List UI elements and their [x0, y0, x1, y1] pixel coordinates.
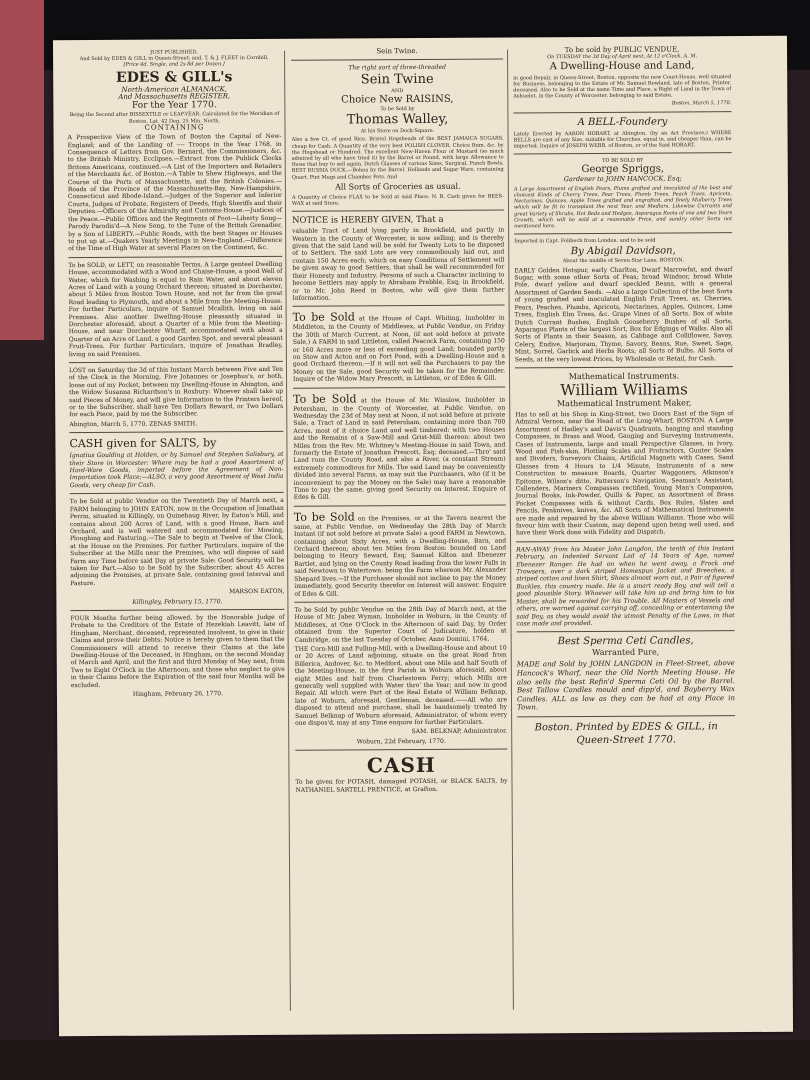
sold3-heading: To be Sold: [293, 510, 355, 524]
ad-lost-sign: Abington, March 5, 1770. ZENAS SMITH.: [69, 420, 198, 429]
sold3-body: on the Premises, or at the Tavern nearest the same, at Public Vendue, on Wednesday the 28th Day of March Instant (if not sold before at private Sale) a good FARM in Newtown, containing about Sixty Acres, with a Dwelling-House, Barn, and Orchard thereon; about ten Miles from Boston: bounded on Land belonging to Henry Seward, Esq; Samuel Kilton and Ebenezer Bartlet, and lying on the County Road leading from the lower Falls in said Newtown to Watertown: being the Farm whereon Mr. Alexander Shepard lives.—If the Purchaser should not incline to pay the Money immediately, good Security therefor on Interest will answer. Enquire of Edes & Gill.: [293, 514, 507, 598]
twine-tobesold: To be Sold by: [380, 106, 415, 113]
twine-sub: The right sort of three-threaded: [348, 64, 446, 72]
almanack-containing: CONTAINING: [144, 123, 205, 132]
ad-four-months: FOUR Months further being allowed, by the Honorable Judge of Probate to the Creditors of the Estate of Hezekiah Leavitt, late of Hingham, Merchant, deceased, represented insolvent, to give in their Claims and prove their Debts: Notice is hereby given to them that the Commissioners will attend to receive their Claims at the late Dwelling-House of the Deceased, in Hingham, on the second Monday of March and April, and the first and third Monday of May next, from Two to Eight O'Clock in the Afternoon; and those who neglect to give in their Claims before the Expiration of the said four Months will be excluded.: [70, 613, 285, 689]
divider: [293, 386, 505, 388]
twine-seller: Thomas Walley,: [346, 112, 449, 128]
davidson-body: EARLY Golden Hotspur, early Charlton, Dwarf Marrowfat, and dwarf Sugar, with some other Sorts of Peas; broad Windsor, broad White Pole, dwarf yellow and dwarf speckled Beans, with a general Assortment of Garden Seeds. —Also a large Collection of the best Sorts of young grafted and inoculated English Fruit Trees, as, Cherries, Pears, Peaches, Plumbs, Apricots, Nectarines, Apples, Quinces, Lime Trees, English Elm Trees, &c. Grape Vines of all Sorts. Box of white Dutch Currant Bushes, English Gooseberry Bushes of all Sorts, Asparagus Plants of the largest Sort, Box for Edgings of Walks. Also all Sorts of Plants in their Season, as Cabbage and Colliflower, Savoy, Celery, Endive, Marjoram, Thyme, Savory, Beans, Rue, Sweet, Sage, Mint, Sorrel, Garlick and Herbs Roots; all Sorts of Bulbs. All Sorts of Seeds, at the very lowest Prices, by Wholesale or Retail, for Cash.: [514, 265, 733, 363]
vendue-top: To be sold by PUBLIC VENDUE,: [564, 45, 680, 55]
divider: [514, 232, 732, 234]
divider: [294, 504, 506, 506]
williams-body: Has to sell at his Shop in King-Street, two Doors East of the Sign of Admiral Vernon, near the Head of the Long-Wharf, BOSTON. A Large Assortment of Hadley's and Davis's Quadrants, hanging and standing Compasses, in Brass and Wood, Gauging and Surveying Instruments, Cases of Instruments, large and small Perspective Glasses, in Ivory, Wood and Fish-skin, Plotting Scales and Protractors, Gunter Scales and Dividers, Surveyors Chains, Artificial Magnets with Cases, Sand Glasses from 4 Hours to 1/4 Minute, Instruments of a new Construction to measure Boards, Quarter Waggoners, Atkinson's Epitome, Wilson's ditto, Patterson's Navigation, Seaman's Assistant, Callenders, Mariners Compasses rectified, Young Man's Companion, Journal Books, Ink-Powder, Quills & Paper, an Assortment of Brass Pocket Compasses with & without Cards, Box Rules, Slates and Pencils, Penknives, knives, &c. All Sorts of Mathematical Instruments are made and repaired by the above William Williams. Those who will favour him with their Custom, may depend upon being well used, and have their Work done with Fidelity and Dispatch.: [515, 410, 734, 537]
divider: [517, 715, 735, 717]
divider: [69, 431, 283, 433]
column-rule: [284, 51, 291, 1011]
davidson-name: By Abigail Davidson,: [570, 245, 676, 258]
twine-where: At his Store on Dock-Square.: [360, 128, 435, 135]
ad-farm-eaton-sign: MARSON EATON,: [229, 588, 285, 596]
divider: [292, 210, 504, 212]
imprint: Boston. Printed by EDES & GILL, in Queen-Street 1770.: [534, 721, 718, 746]
twine-and: AND: [391, 87, 404, 94]
spriggs-name: George Spriggs,: [581, 163, 665, 176]
ad-farm-eaton: To be Sold at public Vendue on the Twentieth Day of March next, a FARM belonging to JOHN EATON, now in the Occupation of Jonathan Perrin, situated in Killingly, on Quinebaug River, by Eaton's Mill, and contains about 200 Acres of Land, with a good House, Barn and Orchard, and is well watered and accommodated for Mowing, Ploughing and Pasturing.—The Sale to begin at Twelve of the Clock, at the House on the Premises. For further Particulars, inquire of the Subscriber at the Mills near the Premises, who will dispose of said Farm any Time before said Day at private Sale: Good Security will be taken for Part.—Also to be Sold by the Subscriber, about 45 Acres adjoining the Premises, at private Sale, containing good Interval and Pasture.: [69, 497, 285, 587]
divider: [515, 366, 733, 368]
corn-mill-date: Woburn, 22d February, 1770.: [356, 737, 446, 746]
davidson-where: About the middle of Seven-Star Lane, BOSTON,: [562, 257, 684, 265]
divider: [69, 361, 283, 363]
sold4-body: To be Sold by public Vendue on the 28th Day of March next, at the House of Mr. Jabez Wyman, Innholder in Woburn, in the County of Middlesex, at One O'Clock in the Afternoon of said Day, by Order obtained from the Superior Court of Judicature, holden at Cambridge, on the last Tuesday of October, Anno Domini, 1764.: [294, 605, 507, 644]
running-head: Sein Twine.: [376, 47, 418, 56]
foundery-heading: A BELL-Foundery: [577, 116, 668, 128]
vendue-title: A Dwelling-House and Land,: [549, 59, 695, 72]
divider: [294, 600, 506, 602]
vendue-body: in good Repair, in Queen-Street, Boston, opposite the new Court-House, well situated for Business, belonging to the Estate of Mr. Samuel Rowland, late of Boston, Printer, deceased. Also to be Sold at the same Time and Place, a Right of Land in the Town of Ashuelot, in the County of Worcester, belonging to said Estate.: [513, 73, 732, 100]
twine-raisins: Choice New RAISINS,: [341, 93, 454, 106]
spriggs-role: Gardener to JOHN HANCOCK, Esq;: [563, 174, 682, 184]
spriggs-body: A Large Assortment of English Pears, Plums grafted and inoculated of the best and choicest Kinds of Cherry Trees, Pear Trees, Plumb Trees, Peach Trees, Apricots, Nectarines, Quinces, Apple Trees grafted and engrafted, and finely Mulberry Trees which will be fit to transplant the next Year, and Medlars. Likewise Currants and great Variety of Shrubs, Hot Beds and Hedges, Asparagus Roots of one and two Years Growth, which will be sold at a reasonable Price, and sundry other Sorts not mentioned here.: [513, 184, 733, 230]
almanack-title: EDES & GILL's: [115, 68, 233, 86]
corn-mill-body: THE Corn-Mill and Fulling-Mill, with a Dwelling-House and about 10 or 20 Acres of Land adjoining, situate on the great Road from Billerica, Andover, &c. to Medford, about one Mile and half South of the Meeting-House, in the first Parish in Woburn aforesaid, about eight Miles and half from Charlestown Ferry; which Mills are generally well supplied with Water thro' the Year; and now in good Repair. All which were Part of the Real Estate of William Belknap, late of Woburn, aforesaid, Gentleman, deceased.——All who are disposed to attend and purchase, shall be handsomely treated by Samuel Belknap of Woburn aforesaid, Administrator, of whom every one dispos'd, may at any Time enquire for further Particulars.: [294, 644, 508, 727]
ad-four-months-sign: Hingham, February 26, 1770.: [132, 690, 224, 698]
ranaway-body: RAN-AWAY from his Master John Langdon, the tenth of this Instant February, an Indented Servant Lad of 14 Years of Age, named Ebenezer Ranger. He had on when he went away, a Frock and Trowsers, over a dark striped Homespun Jacket and Breeches, a striped cotton and linen Shirt, Shoes almost worn out, a Pair of figured Buckles, this country made. He is a smart ready Boy, and will tell a good plausible Story. Whoever will take him up and bring him to his Master, shall be rewarded for his Trouble. All Masters of Vessels and others, are warned against carrying off, concealing or entertaining the said Boy, as they would avoid the utmost Penalty of the Laws, in that case made and provided.: [516, 544, 735, 628]
divider: [70, 609, 284, 611]
divider: [517, 630, 735, 632]
column-rule: [507, 49, 514, 1009]
column-left: [67, 49, 285, 701]
sold2-body: at the House of Mr. Winslow, Innholder in Petersham, in the County of Worcester, at Public Vendue, on Wednesday the 23d of May next at Noon, if not sold before at private Sale, a Tract of Land in said Petersham, containing more than 700 Acres, most of it choice Land and well timbered: with two Houses and the Remains of a Saw-Mill and Grist-Mill thereon: about two Miles from the Rev. Mr. Whitney's Meeting-House in said Town, and formerly the Estate of Jonathan Prescott, Esq; deceased.—Thro' said Land runs the County Road, and also a River, (a constant Stream) extremely commodious for Mills. The said Land may be conveniently divided into several Farms, as may suit the Purchasers, who (if it be inconvenient to pay the Money on the Sale) may have a reasonable Time to pay the same, giving good Security on Interest. Enquire of Edes & Gill.: [293, 396, 506, 502]
candles-heading: Best Sperma Ceti Candles,: [557, 635, 694, 648]
divider: [291, 59, 503, 61]
cash-salts-heading: CASH given for SALTS, by: [69, 436, 217, 451]
ad-lost: LOST on Saturday the 3d of this Instant March between Five and Ten of the Clock in the Morning, Five Johannes or Josephus's, or both, loose out of my Pocket, between my Dwelling-House in Abington, and the Widow Susanna Richardson's in Roxbury: Whoever shall take up said Pieces of Money, and will give Information to the Printers hereof, or to the Subscriber, shall have Ten Dollars Reward, or Two Dollars for each Piece, paid by me the Subscriber.: [68, 365, 284, 419]
twine-body: Also a few Ct. of good Rice, Bristol Hogsheads of the BEST JAMAICA SUGARS, cheap for Cash. A Quantity of the very best POLISH CLOVER, Choice Rum, &c. by the Hogshead or Hundred. The excellent New-Haven Flour of Mustard (so much admired by all who have tried it) by the Barrel or Pound, with large Allowance to those that buy to sell again. Dutch Glasses of various Sizes, Surgical, Punch Bowls, BEST RUSSIA DUCK.—Bohea by the Barrel. Hollands and Sugar Ware, containing Quart, Pint Mugs and Chamber Pots. And: [291, 135, 504, 181]
notice-body: valuable Tract of Land lying partly in Brookfield, and partly in Western in the County of Worcester, is now selling; and is thereby given that the said Land will be sold for Twenty Lots to be disposed of to Settlers. The said Lots are very commodiously laid out, and contain 150 Acres each; which on easy Conditions of Settlement will be given away to good Settlers, that shall be well recommended for their Honesty and Industry. Persons of such a Character inclining to become Settlers may apply to Abraham Prebble, Esq; in Brookfield, or to Mr. John Reed in Boston, who will give them further Information.: [292, 226, 505, 302]
almanack-body: A Prospective View of the Town of Boston the Capital of New-England; and of the Landing of ---- Troops in the Year 1768, in Consequence of Letters from Gov. Bernard, the Commissioners, &c. to the British Ministry. Ecclipses.—Extract from the Publick Clocks Britons Americans, continued.—A List of the Importers and Retailers of the Merchants &c. of Boston.—A Table to Shew Highways, and the Course of the Ports of Massachusetts, and the British Colonies.—Roads of the Province of the Massachusetts-Bay, New-Hampshire, Connecticut and Rhode-Island.—Judges of the Superior and Inferior Courts, Judges of Probate, Registers of Deeds, High Sheriffs and their Deputies.—Officers of the Admiralty and Customs-House.—Justices of the Peace.—Public Offices and the Regiments of Foot—Liberty Song—Parody Parodis'd—A New Song, to the Tune of the British Grenadier, by a Son of LIBERTY.—Public Roads, with the best Stages or Houses to put up at.—Quakers Yearly Meetings in New-England.—Difference of the Time of High Water at several Places on the Continent, &c.: [67, 133, 283, 253]
almanack-sold: And Sold by EDES & GILL in Queen-Street; and, T. & J. FLEET in Cornhill,: [79, 55, 269, 63]
divider: [70, 492, 284, 494]
ad-farm-eaton-date: Killingley, February 15, 1770.: [132, 597, 223, 606]
divider: [513, 111, 731, 113]
spriggs-top: TO BE SOLD BY: [602, 157, 644, 165]
divider: [293, 305, 505, 307]
almanack-sub1: North-American ALMANACK,: [121, 84, 228, 94]
newspaper-page: [53, 36, 793, 1036]
divider: [68, 256, 282, 258]
instruments-heading: Mathematical Instruments.: [568, 371, 680, 382]
corn-mill-sign: SAM. BELKNAP, Administrator.: [411, 727, 508, 736]
background-bottom: [0, 1040, 810, 1080]
divider: [516, 540, 734, 542]
almanack-sub2: And Massachusetts REGISTER,: [118, 92, 231, 101]
background-red-binder: [0, 0, 44, 340]
imported-line: Imported in Capt. Folibech from London, and to be sold: [514, 237, 656, 245]
cash-body: To be given for POTASH, damaged POTASH, or BLACK SALTS, by NATHANIEL SARTELL PRENTICE, at Grafton.: [295, 777, 508, 794]
williams-role: Mathematical Instrument Maker,: [556, 398, 692, 409]
sold1-heading: To be Sold: [292, 310, 355, 325]
divider: [295, 749, 507, 751]
column-right: [513, 46, 735, 747]
cash-heading: CASH: [366, 753, 436, 778]
almanack-price: [Price 4d. Single, and 2s 8d per Dozen.]: [123, 61, 225, 69]
almanack-top: JUST PUBLISHED,: [150, 49, 198, 56]
almanack-note: Being the Second after BISSEXTILE or LEAP-YEAR. Calculated for the Meridian of Boston, Lat. 42 Deg. 25 Min. North.: [69, 111, 280, 125]
foundery-body: Lately Erected by AARON HOBART, at Abington, (by an Act Province;) WHERE BELLS are cast of any Size, suitable for Churches, equal in, and cheaper than, can be imported. Inquire of JOSEPH WEBB, of Boston, or of the Said HOBART.: [513, 129, 732, 150]
twine-title: Sein Twine: [360, 71, 434, 88]
vendue-date: Boston, March 5, 1770.: [671, 100, 732, 107]
candles-body: MADE and Sold by JOHN LANGDON in Fleet-Street, above Hancock's Wharf, near the Old North Meeting House. He also sells the best Refin'd Sperma Ceti Oil by the Barrel. Best Tallow Candles mould and dipp'd, and Bayberry Wax Candles. ALL as low as they can be had at any Place in Town.: [516, 659, 736, 712]
twine-foot: A Quantity of Choice FLAX to be Sold at said Place. N. B. Cash given for BEES-WAX at said Store.: [291, 193, 504, 207]
ad-sold-let: To be SOLD, or LETT, on reasonable Terms, A Large genteel Dwelling House, accommodated with a Wood and Chaise-House, a good Well of Water, which for Washing is equal to Rain Water, and about eleven Acres of Land with a young Orchard thereon; situated in Dorchester, about 5 Miles from Boston Town House, and not far from the great Road leading to Plymouth, and about a Mile from the Meeting-House. For further Particulars, inquire of Samuel Mcallith, living on said Premises. Also another Dwelling-House pleasantly situated in Dorchester aforesaid, about a Quarter of a Mile from the Meeting-House, and near Dorchester Wharff, accommodated with about a Quarter of an Acre of Land, a good Garden Spot, and several pleasant Fruit-Trees. For further Particulars, inquire of Jonathan Bradley, living on said Premises.: [68, 260, 283, 358]
notice-heading: NOTICE is HEREBY GIVEN, That a: [292, 215, 444, 227]
column-middle: [291, 48, 508, 796]
candles-sub: Warranted Pure,: [592, 647, 660, 658]
sold2-heading: To be Sold: [293, 391, 357, 406]
almanack-year: For the Year 1770.: [131, 100, 217, 112]
williams-name: William Williams: [560, 380, 688, 400]
vendue-when: On TUESDAY the 3d Day of April next, At 12 o'Clock, A. M.: [547, 53, 698, 61]
sold1-body: at the House of Capt. Whiting, Innholder in Middleton, in the County of Middlesex, at Public Vendue, on Friday the 30th of March Current, at Noon, (if not sold before at private Sale,) A FARM in said Littleton, called Peacock Farm, containing 150 or 160 Acres more or less of exceeding good Land; bounded partly on Stow and Acton and on Fort Pond, with a Dwelling-House and a good Orchard thereon.—If it will not sell the Purchasers to pay the Money on the Sale, good Security will be taken for the Remainder. Inquire of the Widow Mary Prescott, in Littleton, or of Edes & Gill.: [292, 314, 506, 383]
cash-salts-body: Ignatius Goulding at Holden, or by Samuel and Stephen Salisbury, at their Store in Worcester: Where may be had a good Assortment of Hard-Ware Goods, imported before the Agreement of Non-Importation took Place;—ALSO, a very good Assortment of West India Goods, very cheap for Cash.: [69, 451, 284, 490]
divider: [514, 152, 732, 154]
twine-groceries: All Sorts of Groceries as usual.: [335, 181, 461, 192]
